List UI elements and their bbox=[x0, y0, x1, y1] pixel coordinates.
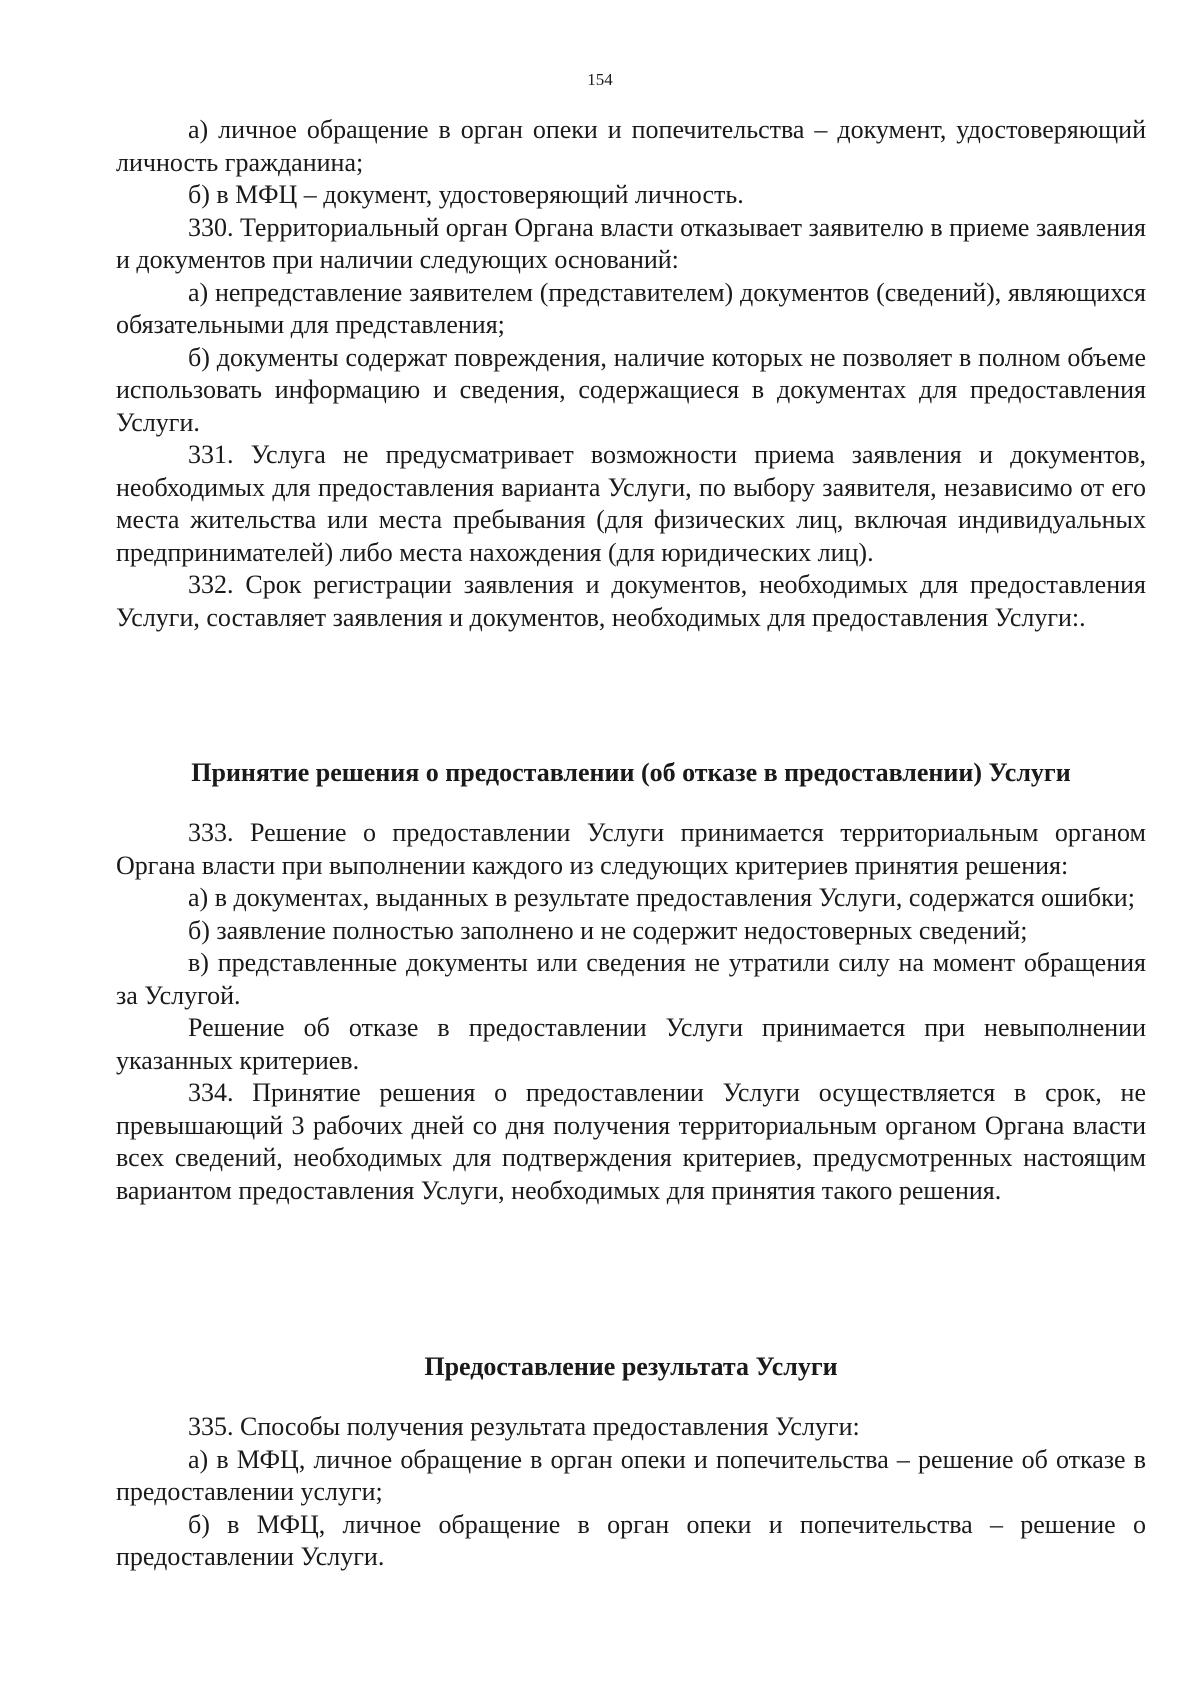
paragraph-refusal-decision: Решение об отказе в предоставлении Услуги принимается при невыполнении указанных критериев. bbox=[116, 1013, 1146, 1075]
paragraph-330-a: а) непредставление заявителем (представителем) документов (сведений), являющихся обязательными для представления; bbox=[116, 277, 1146, 339]
page-number: 154 bbox=[587, 70, 613, 89]
paragraph-333-b: б) заявление полностью заполнено и не содержит недостоверных сведений; bbox=[188, 915, 1028, 945]
paragraph-identity-document-mfc: б) в МФЦ – документ, удостоверяющий личность. bbox=[188, 180, 744, 209]
section-2 bbox=[116, 817, 1146, 1207]
paragraph-335-b: б) в МФЦ, личное обращение в орган опеки и попечительства – решение о предоставлении Услуги. bbox=[116, 1509, 1146, 1571]
section-heading-result: Предоставление результата Услуги bbox=[424, 1352, 838, 1381]
paragraph-identity-document-personal: а) личное обращение в орган опеки и попечительства – документ, удостоверяющий личность гражданина; bbox=[116, 115, 1146, 177]
section-1 bbox=[116, 114, 1146, 634]
paragraph-330: 330. Территориальный орган Органа власти отказывает заявителю в приеме заявления и документов при наличии следующих оснований: bbox=[116, 212, 1146, 274]
paragraph-330-b: б) документы содержат повреждения, наличие которых не позволяет в полном объеме использовать информацию и сведения, содержащиеся в документах для предоставления Услуги. bbox=[116, 342, 1146, 437]
paragraph-333-a: а) в документах, выданных в результате предоставления Услуги, содержатся ошибки; bbox=[188, 883, 1135, 912]
paragraph-333-c: в) представленные документы или сведения не утратили силу на момент обращения за Услугой. bbox=[116, 948, 1146, 1010]
section-heading-decision: Принятие решения о предоставлении (об отказе в предоставлении) Услуги bbox=[191, 758, 1071, 787]
paragraph-334: 334. Принятие решения о предоставлении Услуги осуществляется в срок, не превышающий 3 рабочих дней со дня получения территориальным органом Органа власти всех сведений, необходимых для подтверждения критериев, предусмотренных настоящим вариантом предоставления Услуги, необходимых для принятия такого решения. bbox=[116, 1078, 1146, 1205]
section-3-heading-block bbox=[116, 1351, 1146, 1383]
paragraph-332: 332. Срок регистрации заявления и документов, необходимых для предоставления Услуги, составляет заявления и документов, необходимых для предоставления Услуги:. bbox=[116, 570, 1146, 632]
paragraph-335: 335. Способы получения результата предоставления Услуги: bbox=[188, 1412, 860, 1441]
section-3 bbox=[116, 1411, 1146, 1574]
paragraph-331: 331. Услуга не предусматривает возможности приема заявления и документов, необходимых для предоставления варианта Услуги, по выбору заявителя, независимо от его места жительства или места пребывания (для физических лиц, включая индивидуальных предпринимателей) либо места нахождения (для юридических лиц). bbox=[116, 440, 1146, 567]
paragraph-335-a: а) в МФЦ, личное обращение в орган опеки и попечительства – решение об отказе в предоставлении услуги; bbox=[116, 1444, 1146, 1506]
section-2-heading-block bbox=[116, 757, 1146, 789]
paragraph-333: 333. Решение о предоставлении Услуги принимается территориальным органом Органа власти при выполнении каждого из следующих критериев принятия решения: bbox=[116, 818, 1146, 880]
